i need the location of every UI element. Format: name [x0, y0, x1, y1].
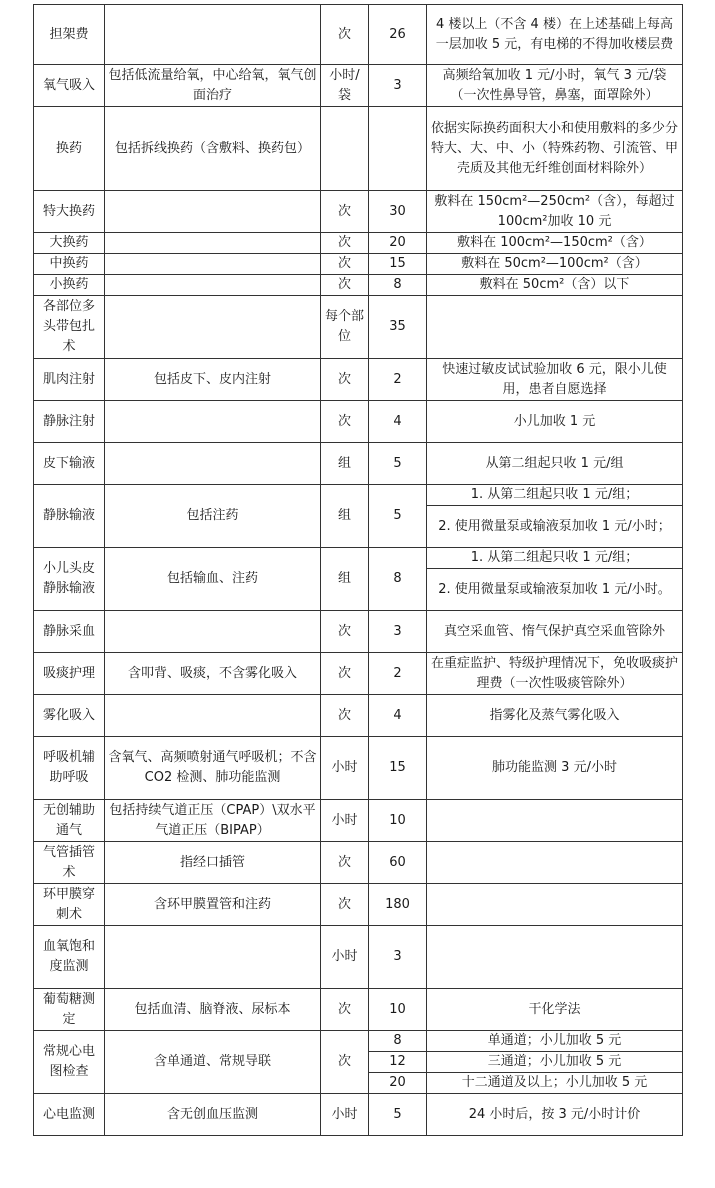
table-row — [34, 485, 683, 506]
item-unit: 小时 — [321, 1094, 369, 1136]
table-row — [34, 1031, 683, 1052]
item-unit: 次 — [321, 254, 369, 275]
item-price: 180 — [369, 884, 427, 926]
table-row — [34, 107, 683, 191]
item-note: 24 小时后，按 3 元/小时计价 — [427, 1094, 683, 1136]
item-price: 5 — [369, 443, 427, 485]
item-unit: 小时 — [321, 737, 369, 800]
item-unit: 次 — [321, 5, 369, 65]
item-content: 包括血清、脑脊液、尿标本 — [105, 989, 321, 1031]
item-unit: 组 — [321, 485, 369, 548]
item-price: 3 — [369, 65, 427, 107]
item-note: 敷料在 50cm²—100cm²（含） — [427, 254, 683, 275]
item-content — [105, 5, 321, 65]
item-unit: 次 — [321, 695, 369, 737]
table-row — [34, 65, 683, 107]
item-name: 环甲膜穿刺术 — [34, 884, 105, 926]
item-unit: 次 — [321, 884, 369, 926]
item-unit: 次 — [321, 233, 369, 254]
item-price: 8 — [369, 1031, 427, 1052]
table-row — [34, 296, 683, 359]
item-price: 8 — [369, 275, 427, 296]
item-content: 包括低流量给氧，中心给氧，氧气创面治疗 — [105, 65, 321, 107]
table-row — [34, 695, 683, 737]
item-content: 包括注药 — [105, 485, 321, 548]
item-price: 26 — [369, 5, 427, 65]
item-note: 高频给氧加收 1 元/小时，氧气 3 元/袋（一次性鼻导管，鼻塞，面罩除外） — [427, 65, 683, 107]
item-price: 10 — [369, 800, 427, 842]
item-note: 4 楼以上（不含 4 楼）在上述基础上每高一层加收 5 元，有电梯的不得加收楼层费 — [427, 5, 683, 65]
item-note: 敷料在 150cm²—250cm²（含），每超过 100cm²加收 10 元 — [427, 191, 683, 233]
item-note: 依据实际换药面积大小和使用敷料的多少分特大、大、中、小（特殊药物、引流管、甲壳质及其他无纤维创面材料除外） — [427, 107, 683, 191]
table-row — [34, 737, 683, 800]
item-content: 包括输血、注药 — [105, 548, 321, 611]
item-content — [105, 926, 321, 989]
item-unit: 小时 — [321, 926, 369, 989]
item-note: 敷料在 100cm²—150cm²（含） — [427, 233, 683, 254]
item-unit: 次 — [321, 989, 369, 1031]
item-content: 含单通道、常规导联 — [105, 1031, 321, 1094]
item-unit: 每个部位 — [321, 296, 369, 359]
item-name: 大换药 — [34, 233, 105, 254]
item-price: 4 — [369, 695, 427, 737]
table-row — [34, 842, 683, 884]
item-content — [105, 254, 321, 275]
item-note: 1. 从第二组起只收 1 元/组； — [427, 548, 683, 569]
item-name: 常规心电图检查 — [34, 1031, 105, 1094]
item-price: 20 — [369, 1073, 427, 1094]
item-unit: 次 — [321, 359, 369, 401]
item-note — [427, 926, 683, 989]
item-price: 3 — [369, 926, 427, 989]
item-price: 2 — [369, 359, 427, 401]
item-unit: 小时 — [321, 800, 369, 842]
table-row — [34, 884, 683, 926]
item-name: 心电监测 — [34, 1094, 105, 1136]
item-content — [105, 443, 321, 485]
item-note: 在重症监护、特级护理情况下，免收吸痰护理费（一次性吸痰管除外） — [427, 653, 683, 695]
table-row — [34, 800, 683, 842]
item-content: 含叩背、吸痰，不含雾化吸入 — [105, 653, 321, 695]
item-unit: 次 — [321, 1031, 369, 1094]
item-name: 静脉输液 — [34, 485, 105, 548]
item-unit: 次 — [321, 611, 369, 653]
item-name: 葡萄糖测定 — [34, 989, 105, 1031]
item-name: 气管插管术 — [34, 842, 105, 884]
item-content — [105, 695, 321, 737]
item-content — [105, 401, 321, 443]
item-name: 特大换药 — [34, 191, 105, 233]
item-name: 静脉采血 — [34, 611, 105, 653]
item-name: 氧气吸入 — [34, 65, 105, 107]
item-content: 包括拆线换药（含敷料、换药包） — [105, 107, 321, 191]
item-name: 担架费 — [34, 5, 105, 65]
item-name: 呼吸机辅助呼吸 — [34, 737, 105, 800]
item-content — [105, 233, 321, 254]
item-price: 15 — [369, 737, 427, 800]
table-row — [34, 443, 683, 485]
item-price — [369, 107, 427, 191]
item-price: 12 — [369, 1052, 427, 1073]
item-note: 三通道；小儿加收 5 元 — [427, 1052, 683, 1073]
item-unit: 次 — [321, 842, 369, 884]
item-content — [105, 296, 321, 359]
item-name: 血氧饱和度监测 — [34, 926, 105, 989]
item-unit — [321, 107, 369, 191]
item-price: 35 — [369, 296, 427, 359]
item-note: 十二通道及以上；小儿加收 5 元 — [427, 1073, 683, 1094]
item-price: 5 — [369, 485, 427, 548]
table-row — [34, 5, 683, 65]
item-name: 中换药 — [34, 254, 105, 275]
item-note: 肺功能监测 3 元/小时 — [427, 737, 683, 800]
table-row — [34, 989, 683, 1031]
item-price: 5 — [369, 1094, 427, 1136]
item-note: 指雾化及蒸气雾化吸入 — [427, 695, 683, 737]
item-name: 皮下输液 — [34, 443, 105, 485]
item-unit: 组 — [321, 443, 369, 485]
item-note: 单通道；小儿加收 5 元 — [427, 1031, 683, 1052]
item-unit: 小时/袋 — [321, 65, 369, 107]
item-note — [427, 800, 683, 842]
item-note: 2. 使用微量泵或输液泵加收 1 元/小时； — [427, 506, 683, 548]
item-note: 1. 从第二组起只收 1 元/组； — [427, 485, 683, 506]
item-content: 含环甲膜置管和注药 — [105, 884, 321, 926]
item-note: 干化学法 — [427, 989, 683, 1031]
item-name: 各部位多头带包扎术 — [34, 296, 105, 359]
item-note: 2. 使用微量泵或输液泵加收 1 元/小时。 — [427, 569, 683, 611]
table-row — [34, 1094, 683, 1136]
item-name: 小儿头皮静脉输液 — [34, 548, 105, 611]
item-note: 小儿加收 1 元 — [427, 401, 683, 443]
item-name: 吸痰护理 — [34, 653, 105, 695]
item-price: 60 — [369, 842, 427, 884]
item-unit: 次 — [321, 653, 369, 695]
item-name: 换药 — [34, 107, 105, 191]
item-content: 含氧气、高频喷射通气呼吸机；不含 CO2 检测、肺功能监测 — [105, 737, 321, 800]
item-unit: 次 — [321, 401, 369, 443]
item-unit: 组 — [321, 548, 369, 611]
item-price: 10 — [369, 989, 427, 1031]
item-unit: 次 — [321, 191, 369, 233]
table-row — [34, 191, 683, 233]
table-row — [34, 254, 683, 275]
item-note — [427, 884, 683, 926]
item-content — [105, 611, 321, 653]
item-price: 15 — [369, 254, 427, 275]
table-row — [34, 653, 683, 695]
fee-table-body — [34, 5, 683, 1136]
table-row — [34, 275, 683, 296]
item-price: 2 — [369, 653, 427, 695]
item-name: 肌肉注射 — [34, 359, 105, 401]
item-note: 快速过敏皮试试验加收 6 元，限小儿使用，患者自愿选择 — [427, 359, 683, 401]
item-content: 包括持续气道正压（CPAP）\双水平气道正压（BIPAP） — [105, 800, 321, 842]
item-price: 30 — [369, 191, 427, 233]
item-price: 3 — [369, 611, 427, 653]
item-content: 含无创血压监测 — [105, 1094, 321, 1136]
item-note: 敷料在 50cm²（含）以下 — [427, 275, 683, 296]
table-row — [34, 926, 683, 989]
item-unit: 次 — [321, 275, 369, 296]
item-name: 无创辅助通气 — [34, 800, 105, 842]
fee-table — [33, 4, 683, 1136]
item-name: 静脉注射 — [34, 401, 105, 443]
table-row — [34, 401, 683, 443]
item-content: 包括皮下、皮内注射 — [105, 359, 321, 401]
item-note — [427, 842, 683, 884]
table-row — [34, 359, 683, 401]
item-price: 20 — [369, 233, 427, 254]
item-content — [105, 275, 321, 296]
item-name: 雾化吸入 — [34, 695, 105, 737]
item-note: 真空采血管、惰气保护真空采血管除外 — [427, 611, 683, 653]
item-price: 4 — [369, 401, 427, 443]
item-content: 指经口插管 — [105, 842, 321, 884]
item-note: 从第二组起只收 1 元/组 — [427, 443, 683, 485]
table-row — [34, 233, 683, 254]
item-price: 8 — [369, 548, 427, 611]
item-name: 小换药 — [34, 275, 105, 296]
table-row — [34, 548, 683, 569]
table-row — [34, 611, 683, 653]
item-note — [427, 296, 683, 359]
item-content — [105, 191, 321, 233]
